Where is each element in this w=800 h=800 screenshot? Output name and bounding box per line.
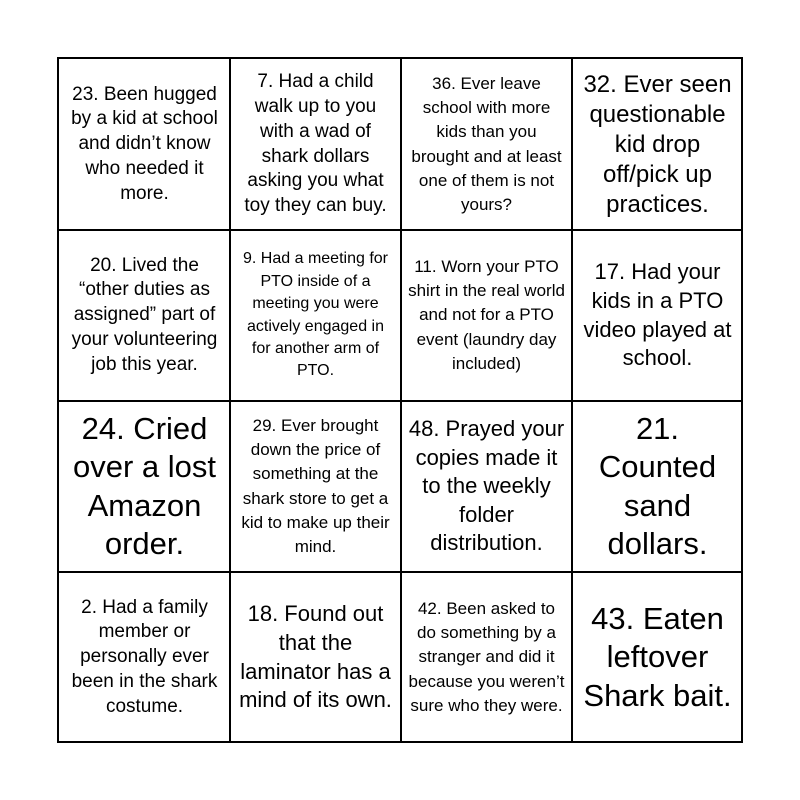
cell-text: 21. Counted sand dollars. <box>598 411 717 561</box>
bingo-cell-42[interactable] <box>401 572 572 743</box>
bingo-cell-18[interactable] <box>230 572 401 743</box>
cell-text: 17. Had your kids in a PTO video played at school. <box>583 259 732 371</box>
grid-divider <box>59 229 741 231</box>
cell-text: 23. Been hugged by a kid at school and didn’t know who needed it more. <box>71 83 218 204</box>
cell-text: 2. Had a family member or personally ever been in the shark costume. <box>71 596 218 717</box>
cell-text: 48. Prayed your copies made it to the weekly folder distribution. <box>408 416 565 556</box>
cell-text: 7. Had a child walk up to you with a wad of shark dollars asking you what toy they can buy. <box>244 71 387 216</box>
bingo-cell-7[interactable] <box>230 59 401 230</box>
bingo-cell-11[interactable] <box>401 230 572 401</box>
bingo-cell-32[interactable] <box>572 59 743 230</box>
bingo-cell-23[interactable] <box>59 59 230 230</box>
cell-text: 36. Ever leave school with more kids than you brought and at least one of them is not yours? <box>411 74 562 214</box>
bingo-cell-29[interactable] <box>230 401 401 572</box>
grid-divider <box>59 571 741 573</box>
bingo-cell-9[interactable] <box>230 230 401 401</box>
cell-text: 11. Worn your PTO shirt in the real world and not for a PTO event (laundry day included) <box>408 257 565 373</box>
bingo-board <box>57 57 743 743</box>
bingo-cell-17[interactable] <box>572 230 743 401</box>
cell-text: 42. Been asked to do something by a stranger and did it because you weren’t sure who they were. <box>408 599 565 715</box>
bingo-cell-36[interactable] <box>401 59 572 230</box>
cell-text: 18. Found out that the laminator has a mind of its own. <box>239 601 392 713</box>
cell-text: 43. Eaten leftover Shark bait. <box>583 601 732 713</box>
bingo-cell-20[interactable] <box>59 230 230 401</box>
cell-text: 32. Ever seen questionable kid drop off/pick up practices. <box>583 70 732 218</box>
bingo-cell-2[interactable] <box>59 572 230 743</box>
cell-text: 20. Lived the “other duties as assigned” part of your volunteering job this year. <box>71 254 218 375</box>
bingo-cell-21[interactable] <box>572 401 743 572</box>
bingo-cell-43[interactable] <box>572 572 743 743</box>
cell-text: 24. Cried over a lost Amazon order. <box>72 411 216 561</box>
cell-text: 29. Ever brought down the price of something at the shark store to get a kid to make up their mind. <box>241 416 390 556</box>
bingo-cell-24[interactable] <box>59 401 230 572</box>
bingo-cell-48[interactable] <box>401 401 572 572</box>
cell-text: 9. Had a meeting for PTO inside of a meeting you were actively engaged in for another arm of PTO. <box>243 250 388 380</box>
grid-divider <box>59 400 741 402</box>
